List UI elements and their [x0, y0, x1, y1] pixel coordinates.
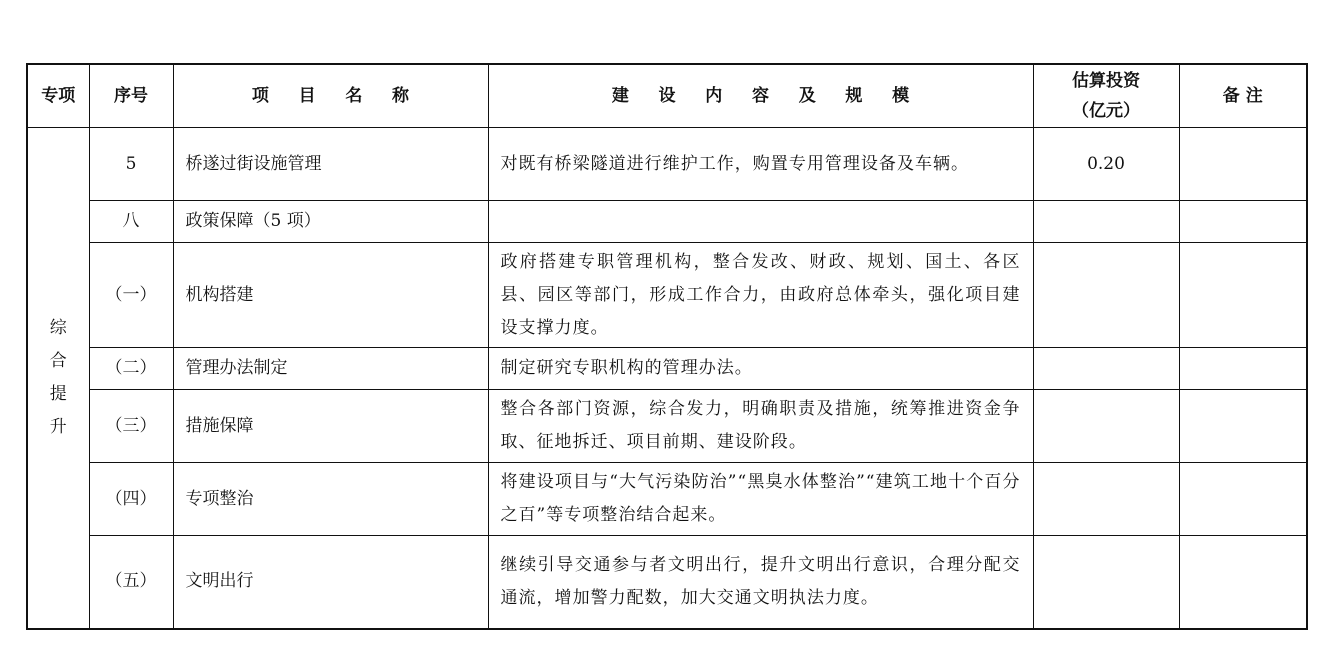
note-cell — [1179, 463, 1307, 536]
note-cell — [1179, 201, 1307, 243]
content-cell: 整合各部门资源，综合发力，明确职责及措施，统筹推进资金争取、征地拆迁、项目前期、建设阶段。 — [488, 390, 1033, 463]
name-cell: 文明出行 — [173, 536, 488, 629]
seq-cell: （二） — [89, 348, 173, 390]
content-cell: 政府搭建专职管理机构，整合发改、财政、规划、国土、各区县、园区等部门，形成工作合力，由政府总体牵头，强化项目建设支撑力度。 — [488, 243, 1033, 348]
seq-cell: （一） — [89, 243, 173, 348]
seq-cell: 5 — [89, 128, 173, 201]
header-row — [27, 64, 1307, 128]
header-name: 项 目 名 称 — [173, 64, 488, 128]
name-cell: 政策保障（5 项） — [173, 201, 488, 243]
name-cell: 管理办法制定 — [173, 348, 488, 390]
seq-cell: （三） — [89, 390, 173, 463]
header-seq: 序号 — [89, 64, 173, 128]
investment-cell — [1033, 536, 1179, 629]
investment-cell — [1033, 201, 1179, 243]
seq-cell: 八 — [89, 201, 173, 243]
investment-cell — [1033, 348, 1179, 390]
category-label: 综合提升 — [49, 317, 67, 437]
table-row — [27, 390, 1307, 463]
header-category: 专项 — [27, 64, 89, 128]
note-cell — [1179, 536, 1307, 629]
header-note: 备 注 — [1179, 64, 1307, 128]
content-cell: 继续引导交通参与者文明出行，提升文明出行意识，合理分配交通流，增加警力配数，加大交通文明执法力度。 — [488, 536, 1033, 629]
table-row — [27, 463, 1307, 536]
investment-cell — [1033, 390, 1179, 463]
header-investment-line1: 估算投资 — [1072, 71, 1140, 91]
header-content: 建 设 内 容 及 规 模 — [488, 64, 1033, 128]
content-cell: 制定研究专职机构的管理办法。 — [488, 348, 1033, 390]
investment-cell — [1033, 463, 1179, 536]
project-table — [26, 63, 1308, 630]
investment-cell: 0.20 — [1033, 128, 1179, 201]
header-investment-line2: （亿元） — [1072, 101, 1140, 121]
note-cell — [1179, 390, 1307, 463]
category-cell — [27, 128, 89, 629]
table-row — [27, 536, 1307, 629]
content-cell — [488, 201, 1033, 243]
table-row — [27, 201, 1307, 243]
name-cell: 措施保障 — [173, 390, 488, 463]
note-cell — [1179, 128, 1307, 201]
table-row — [27, 243, 1307, 348]
investment-cell — [1033, 243, 1179, 348]
note-cell — [1179, 243, 1307, 348]
name-cell: 机构搭建 — [173, 243, 488, 348]
content-cell: 对既有桥梁隧道进行维护工作，购置专用管理设备及车辆。 — [488, 128, 1033, 201]
note-cell — [1179, 348, 1307, 390]
table-row — [27, 128, 1307, 201]
seq-cell: （四） — [89, 463, 173, 536]
seq-cell: （五） — [89, 536, 173, 629]
header-investment — [1033, 64, 1179, 128]
name-cell: 桥遂过街设施管理 — [173, 128, 488, 201]
content-cell: 将建设项目与“大气污染防治”“黑臭水体整治”“建筑工地十个百分之百”等专项整治结合起来。 — [488, 463, 1033, 536]
table-row — [27, 348, 1307, 390]
name-cell: 专项整治 — [173, 463, 488, 536]
